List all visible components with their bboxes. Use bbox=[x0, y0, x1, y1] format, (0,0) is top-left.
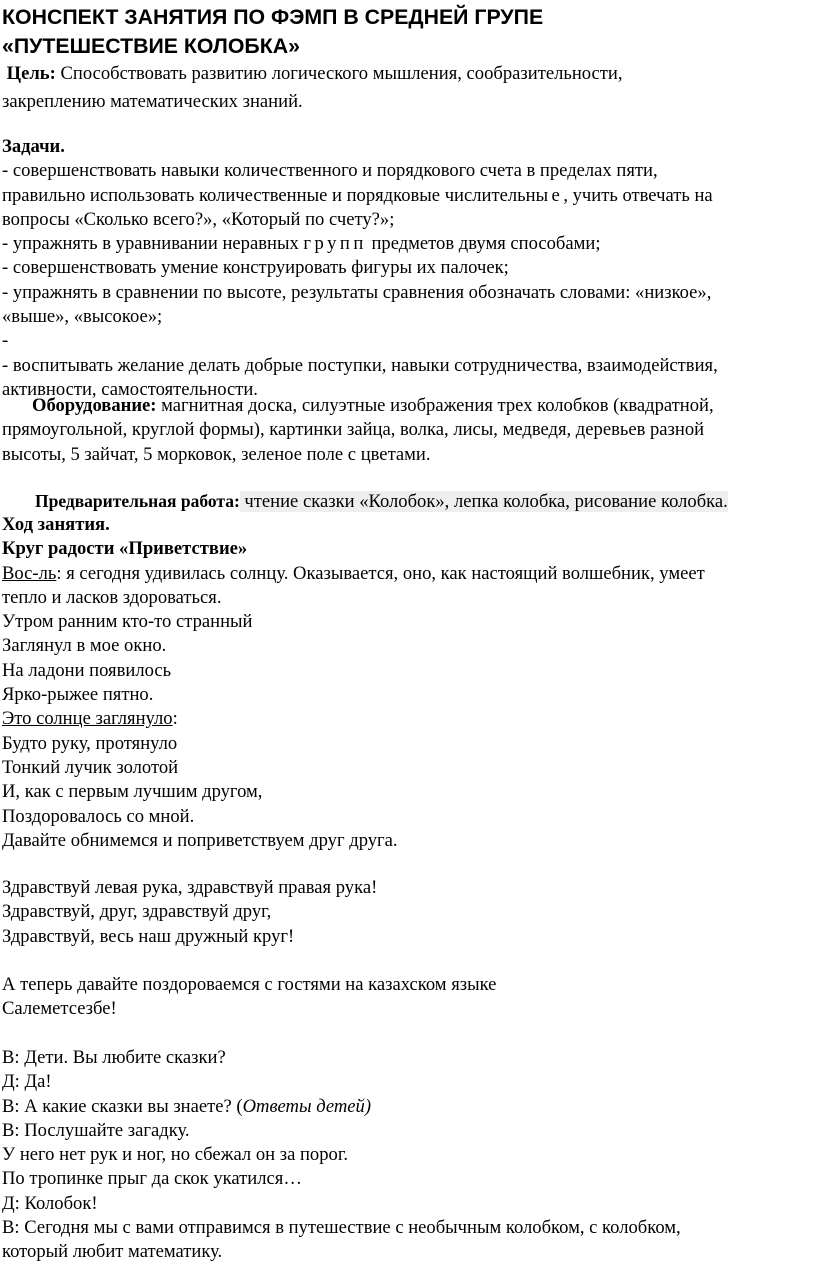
equipment-text-2: прямоугольной, круглой формы), картинки зайца, волка, лисы, медведя, деревьев разной bbox=[2, 419, 705, 441]
document-title bbox=[2, 3, 543, 61]
tasks-section bbox=[2, 135, 814, 402]
kazakh-section bbox=[2, 973, 814, 1022]
equipment-section bbox=[2, 394, 814, 467]
kazakh-line: А теперь давайте поздороваемся с гостями на казахском языке bbox=[2, 974, 497, 995]
dialog-line: В: Послушайте загадку. bbox=[2, 1119, 190, 1141]
task-line: вопросы «Сколько всего?», «Который по счету?»; bbox=[2, 208, 395, 230]
task-line: - совершенствовать умение конструировать фигуры их палочек; bbox=[2, 257, 509, 279]
task-line: - упражнять в сравнении по высоте, результаты сравнения обозначать словами: «низкое», bbox=[2, 281, 712, 303]
goal-text-2: закреплению математических знаний. bbox=[2, 91, 303, 112]
title-line-1: КОНСПЕКТ ЗАНЯТИЯ ПО ФЭМП В СРЕДНЕЙ ГРУПЕ bbox=[2, 5, 544, 29]
tasks-heading: Задачи. bbox=[2, 136, 65, 157]
task-line: активности, самостоятельности. bbox=[2, 378, 258, 400]
lesson-heading: Ход занятия. bbox=[2, 514, 110, 535]
poem-line: Утром ранним кто-то странный bbox=[2, 611, 253, 633]
greeting-section bbox=[2, 876, 814, 949]
task-line: - воспитывать желание делать добрые поступки, навыки сотрудничества, взаимодействия, bbox=[2, 354, 718, 376]
lesson-section bbox=[2, 513, 814, 853]
task-line: - совершенствовать навыки количественного и порядкового счета в пределах пяти, bbox=[2, 160, 658, 182]
greeting-line: Здравствуй, друг, здравствуй друг, bbox=[2, 901, 272, 923]
task-line: - bbox=[2, 330, 9, 352]
greeting-line: Здравствуй левая рука, здравствуй правая рука! bbox=[2, 877, 378, 898]
dialog-line: В: Сегодня мы с вами отправимся в путешествие с необычным колобком, с колобком, bbox=[2, 1217, 681, 1239]
dialog-line: В: Дети. Вы любите сказки? bbox=[2, 1047, 226, 1068]
speaker-label: Вос-ль bbox=[2, 562, 57, 584]
dialog-section bbox=[2, 1046, 814, 1265]
equipment-label: Оборудование: bbox=[32, 395, 157, 416]
dialog-line: Д: Колобок! bbox=[2, 1192, 98, 1214]
poem-line: И, как с первым лучшим другом, bbox=[2, 781, 263, 803]
prep-section bbox=[2, 489, 814, 514]
intro-text-2: тепло и ласков здороваться. bbox=[2, 586, 222, 608]
dialog-line: У него нет рук и ног, но сбежал он за порог. bbox=[2, 1144, 348, 1166]
prep-label: Предварительная работа: bbox=[35, 491, 240, 511]
poem-line: Это солнце заглянуло: bbox=[2, 708, 178, 730]
kazakh-line: Салеметсезбе! bbox=[2, 998, 117, 1020]
task-line: - упражнять в уравнивании неравных групп предметов двумя способами; bbox=[2, 233, 601, 255]
poem-line: Заглянул в мое окно. bbox=[2, 635, 167, 657]
task-line: правильно использовать количественные и порядковые числительные, учить отвечать на bbox=[2, 184, 713, 206]
dialog-line: который любит математику. bbox=[2, 1241, 223, 1263]
task-line: «выше», «высокое»; bbox=[2, 306, 163, 328]
goal-label: Цель: bbox=[6, 63, 56, 84]
poem-line: На ладони появилось bbox=[2, 659, 172, 681]
dialog-line: Д: Да! bbox=[2, 1071, 52, 1093]
greeting-line: Здравствуй, весь наш дружный круг! bbox=[2, 925, 295, 947]
poem-line: Давайте обнимемся и поприветствуем друг друга. bbox=[2, 829, 398, 851]
dialog-line: По тропинке прыг да скок укатился… bbox=[2, 1168, 302, 1190]
poem-line: Ярко-рыжее пятно. bbox=[2, 684, 154, 706]
poem-line: Поздоровалось со мной. bbox=[2, 805, 195, 827]
title-line-2: «ПУТЕШЕСТВИЕ КОЛОБКА» bbox=[2, 34, 300, 58]
equipment-text: магнитная доска, силуэтные изображения трех колобков (квадратной, bbox=[156, 395, 714, 416]
prep-text: чтение сказки «Колобок», лепка колобка, рисование колобка. bbox=[239, 491, 728, 512]
circle-heading: Круг радости «Приветствие» bbox=[2, 538, 248, 560]
poem-line: Будто руку, протянуло bbox=[2, 732, 178, 754]
goal-section bbox=[2, 60, 814, 116]
intro-text: : я сегодня удивилась солнцу. Оказывается, оно, как настоящий волшебник, умеет bbox=[56, 562, 705, 584]
dialog-line: В: А какие сказки вы знаете? (Ответы детей) bbox=[2, 1095, 372, 1117]
poem-line: Тонкий лучик золотой bbox=[2, 756, 179, 778]
goal-text: Способствовать развитию логического мышления, сообразительности, bbox=[55, 63, 623, 84]
equipment-text-3: высоты, 5 зайчат, 5 морковок, зеленое поле с цветами. bbox=[2, 443, 431, 465]
